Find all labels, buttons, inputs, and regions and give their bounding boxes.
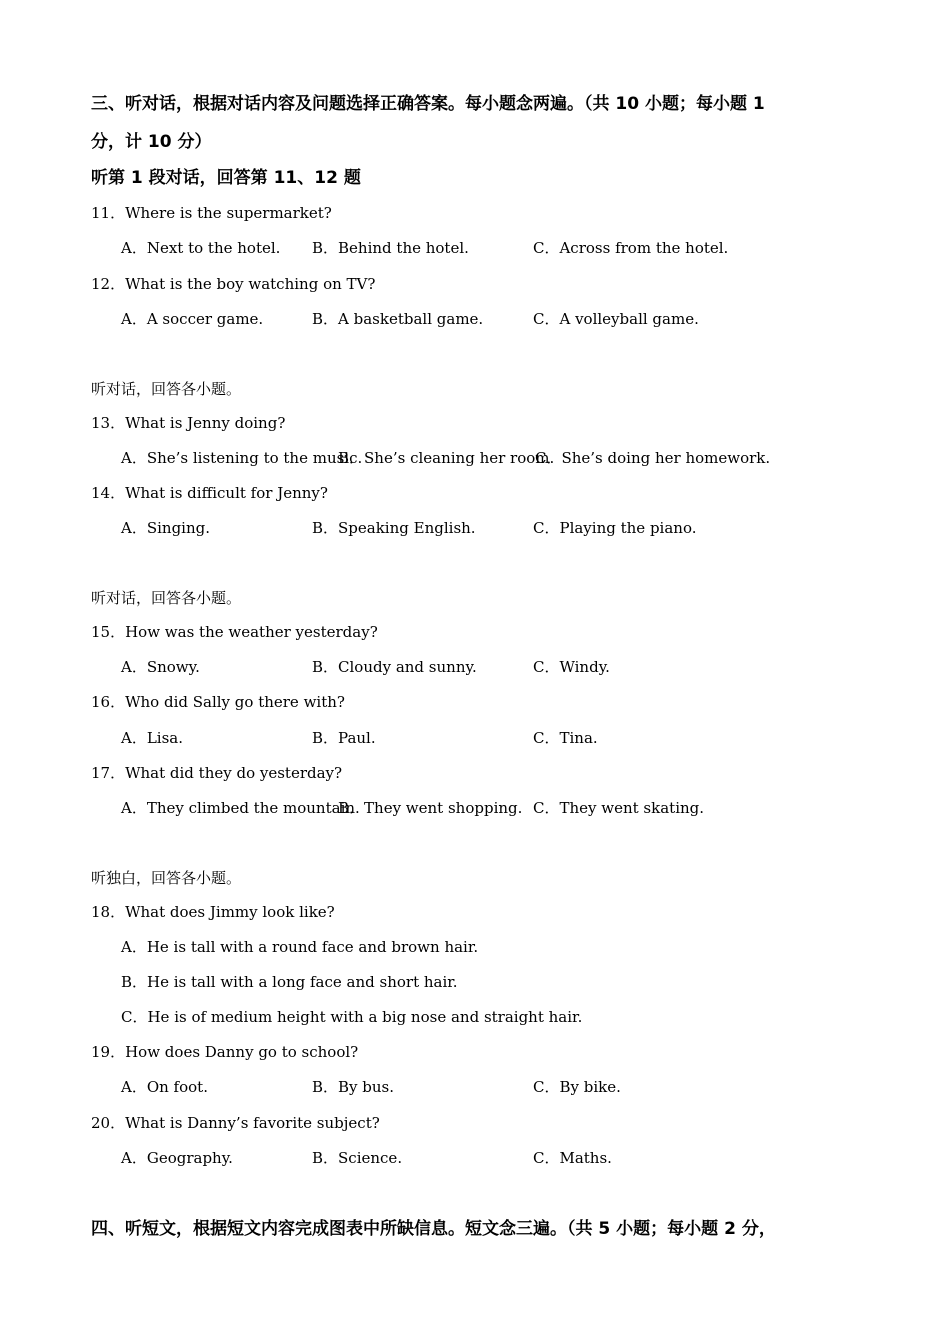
question-11-option-c: C．Across from the hotel. — [533, 239, 729, 257]
question-19-option-a: A．On foot. — [121, 1078, 208, 1096]
section3-instruction-3: 听对话，回答各小题。 — [91, 589, 242, 607]
question-16-option-b: B．Paul. — [312, 729, 376, 747]
question-13-options — [0, 448, 950, 468]
question-13-stem: 13．What is Jenny doing? — [91, 414, 286, 432]
question-12-option-c: C．A volleyball game. — [533, 310, 699, 328]
question-12-option-b: B．A basketball game. — [312, 310, 484, 328]
question-19-option-b: B．By bus. — [312, 1078, 395, 1096]
question-17-option-c: C．They went skating. — [533, 799, 705, 817]
question-19-options — [0, 1077, 950, 1097]
question-20-option-a: A．Geography. — [121, 1149, 233, 1167]
question-17-option-a: A．They climbed the mountain. — [121, 799, 360, 817]
question-20-options — [0, 1148, 950, 1168]
question-19-stem: 19．How does Danny go to school? — [91, 1043, 359, 1061]
question-18-stem: 18．What does Jimmy look like? — [91, 903, 335, 921]
question-15-option-c: C．Windy. — [533, 658, 610, 676]
section3-instruction-4: 听独白，回答各小题。 — [91, 869, 242, 887]
question-15-stem: 15．How was the weather yesterday? — [91, 623, 378, 641]
question-12-option-a: A．A soccer game. — [121, 310, 264, 328]
question-16-option-a: A．Lisa. — [121, 729, 183, 747]
section3-heading-line1: 三、听对话，根据对话内容及问题选择正确答案。每小题念两遍。（共 10 小题；每小题 1 — [91, 94, 765, 114]
question-17-options — [0, 798, 950, 818]
section3-instruction-2: 听对话，回答各小题。 — [91, 380, 242, 398]
question-20-stem: 20．What is Danny’s favorite subject? — [91, 1114, 380, 1132]
question-14-option-a: A．Singing. — [121, 519, 210, 537]
question-11-option-a: A．Next to the hotel. — [121, 239, 281, 257]
question-15-option-a: A．Snowy. — [121, 658, 200, 676]
section3-sub-heading: 听第 1 段对话，回答第 11、12 题 — [91, 168, 361, 188]
question-16-stem: 16．Who did Sally go there with? — [91, 693, 345, 711]
question-14-option-b: B．Speaking English. — [312, 519, 476, 537]
question-14-stem: 14．What is difficult for Jenny? — [91, 484, 328, 502]
question-11-options — [0, 238, 950, 258]
section4-heading-line1: 四、听短文，根据短文内容完成图表中所缺信息。短文念三遍。（共 5 小题；每小题 2 分， — [91, 1219, 776, 1239]
question-11-stem: 11．Where is the supermarket? — [91, 204, 332, 222]
question-20-option-c: C．Maths. — [533, 1149, 612, 1167]
section3-heading-line2: 分，计 10 分） — [91, 132, 212, 152]
question-11-option-b: B．Behind the hotel. — [312, 239, 469, 257]
question-16-options — [0, 728, 950, 748]
question-14-options — [0, 518, 950, 538]
question-18-option-c-row — [0, 1007, 950, 1027]
question-16-option-c: C．Tina. — [533, 729, 598, 747]
question-18-option-c: C．He is of medium height with a big nose and straight hair. — [121, 1008, 583, 1026]
question-12-stem: 12．What is the boy watching on TV? — [91, 275, 376, 293]
question-12-options — [0, 309, 950, 329]
question-18-option-a-row — [0, 937, 950, 957]
question-18-option-b-row — [0, 972, 950, 992]
question-15-option-b: B．Cloudy and sunny. — [312, 658, 477, 676]
question-13-option-c: C．She’s doing her homework. — [535, 449, 771, 467]
question-18-option-a: A．He is tall with a round face and brown hair. — [121, 938, 479, 956]
question-15-options — [0, 657, 950, 677]
question-17-option-b: B．They went shopping. — [338, 799, 523, 817]
question-17-stem: 17．What did they do yesterday? — [91, 764, 343, 782]
question-13-option-a: A．She’s listening to the music. — [121, 449, 363, 467]
question-13-option-b: B．She’s cleaning her room. — [338, 449, 555, 467]
question-14-option-c: C．Playing the piano. — [533, 519, 697, 537]
question-20-option-b: B．Science. — [312, 1149, 403, 1167]
question-18-option-b: B．He is tall with a long face and short hair. — [121, 973, 458, 991]
question-19-option-c: C．By bike. — [533, 1078, 621, 1096]
